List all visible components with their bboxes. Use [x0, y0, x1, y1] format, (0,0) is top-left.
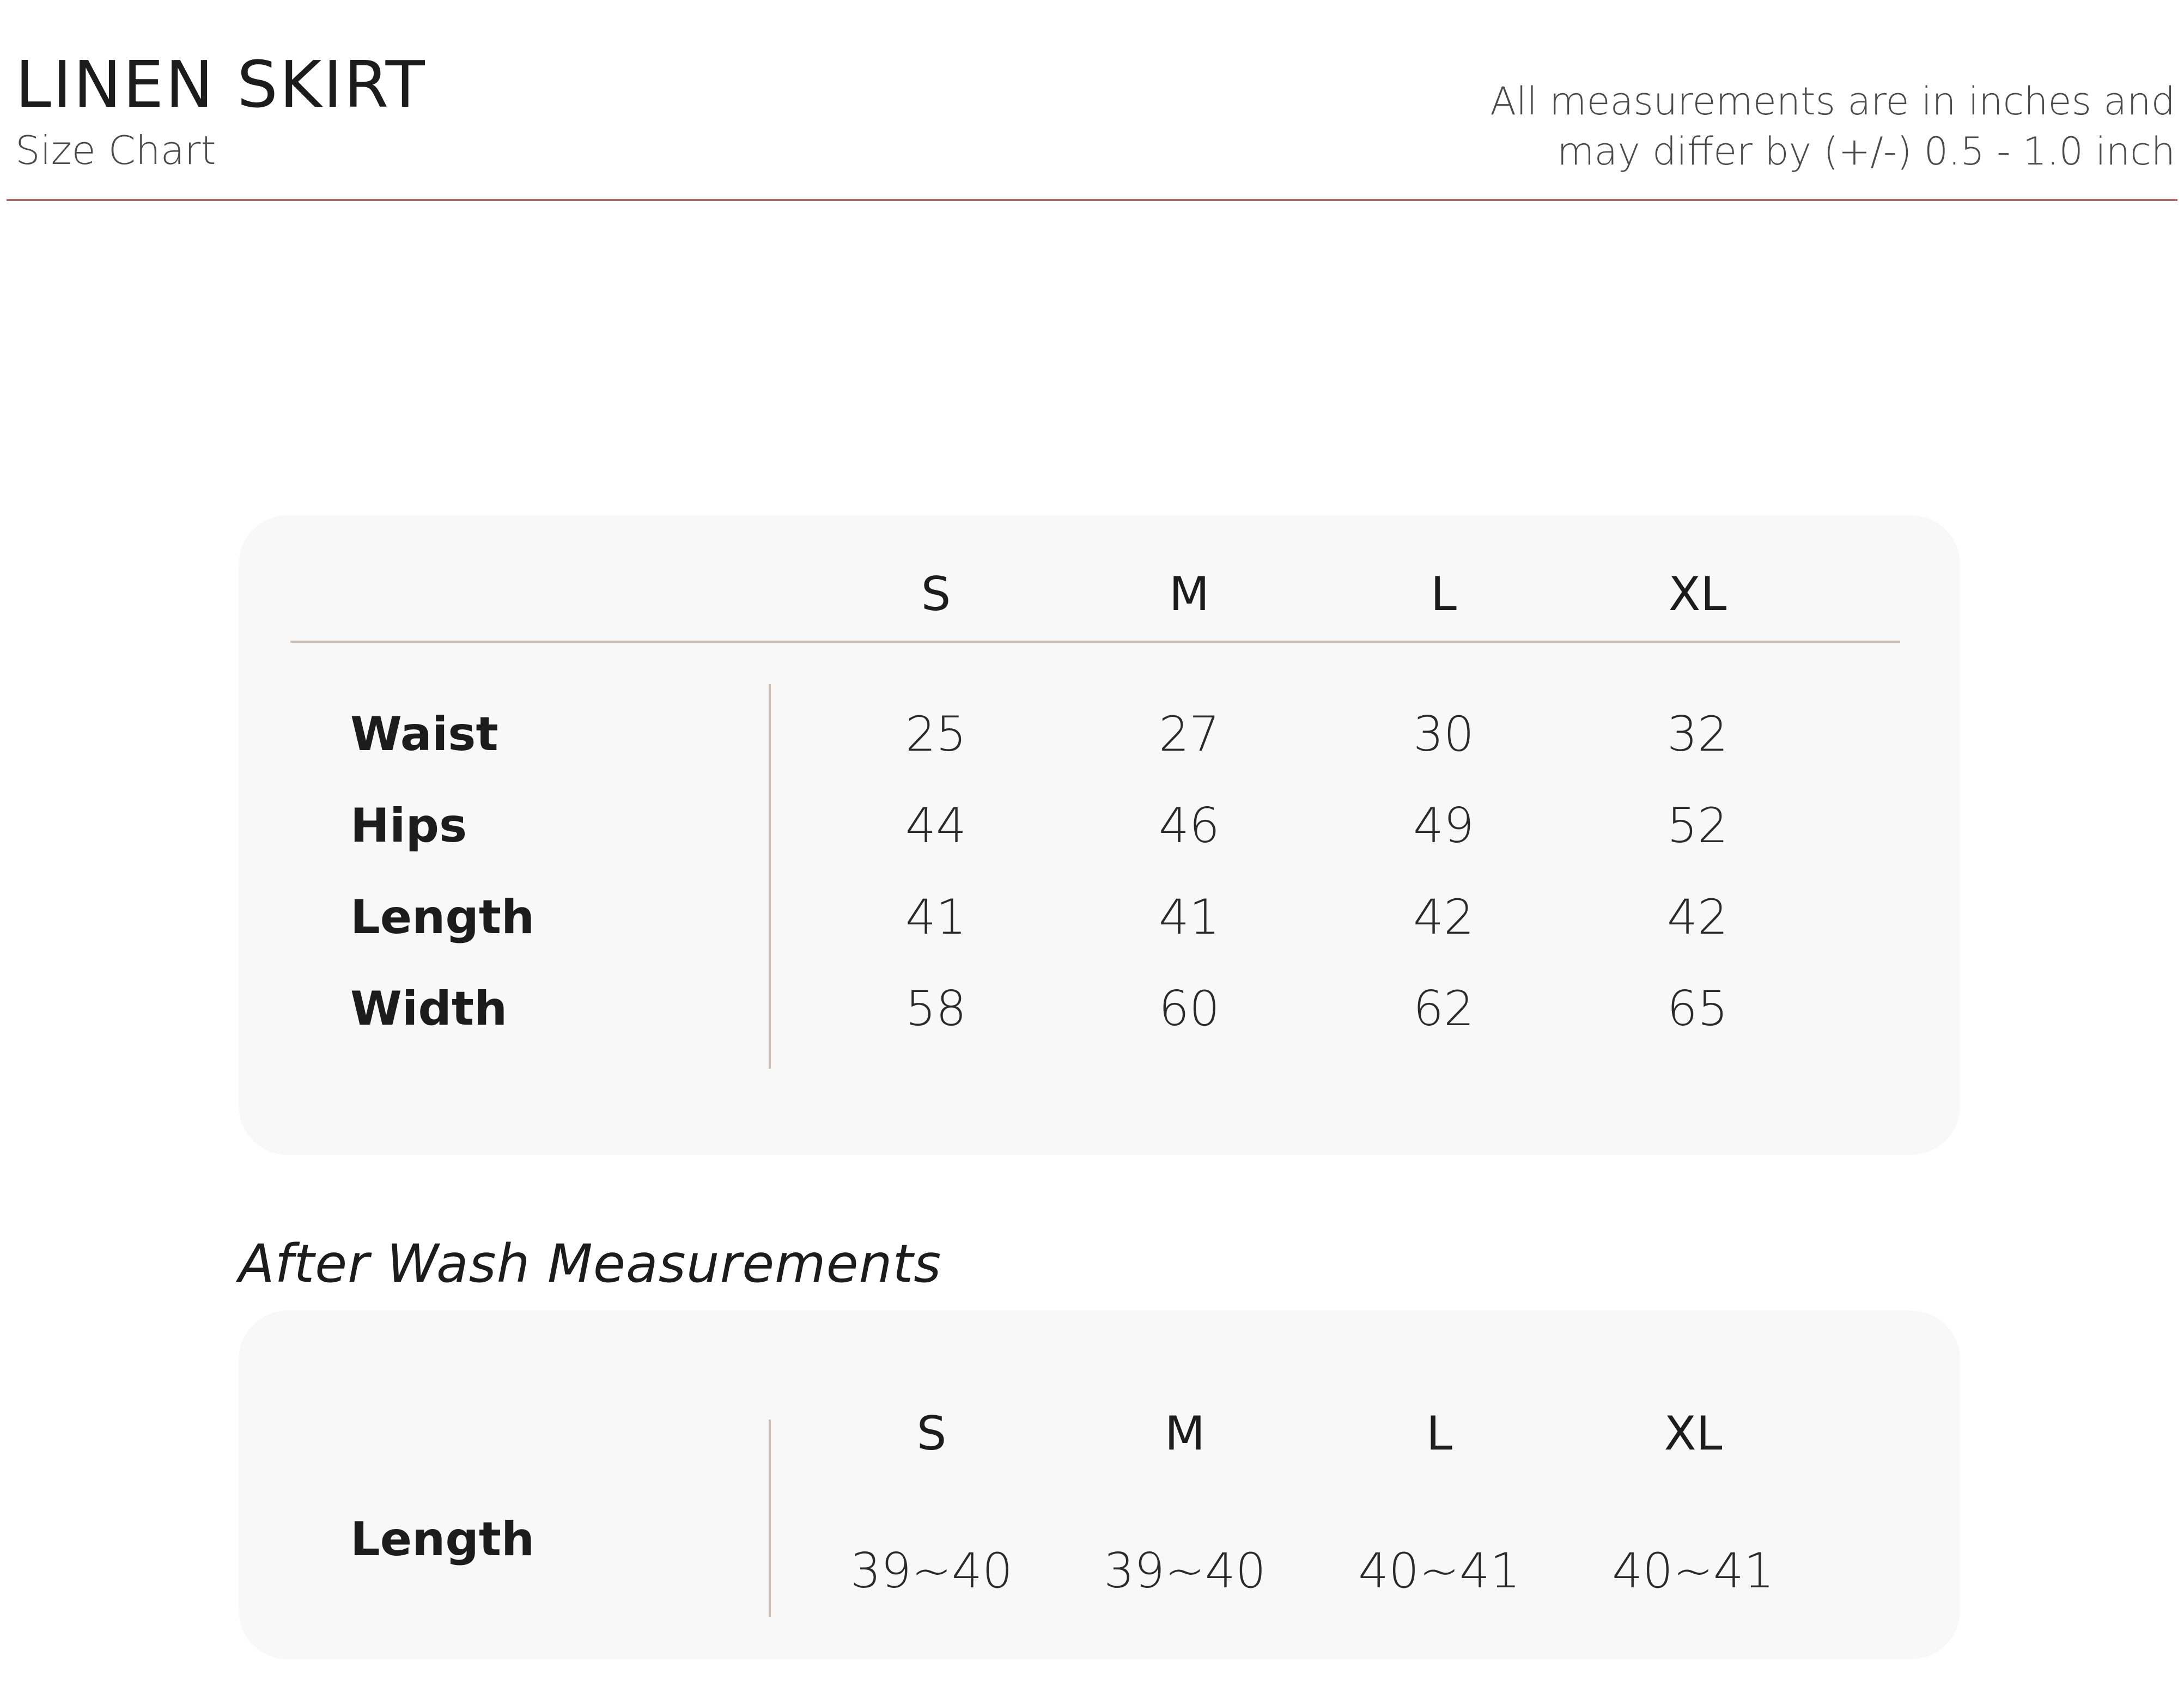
table-cell: 32: [1667, 706, 1728, 762]
wash-row-label-length: Length: [350, 1512, 535, 1567]
wash-size-header-l: L: [1426, 1406, 1452, 1461]
measurement-note: [1358, 76, 2175, 176]
measurement-note-line-1: All measurements are in inches and: [1490, 79, 2175, 124]
row-label-width: Width: [350, 982, 508, 1036]
table-cell: 52: [1667, 797, 1728, 854]
table-cell: 41: [1159, 889, 1220, 945]
header-divider: [7, 199, 2177, 201]
wash-size-header-m: M: [1164, 1406, 1206, 1461]
table-cell: 27: [1159, 706, 1220, 762]
page-subtitle: Size Chart: [15, 127, 216, 173]
table-cell: 39~40: [850, 1543, 1013, 1599]
page-title: LINEN SKIRT: [15, 47, 427, 122]
after-wash-table: [239, 1311, 1960, 1659]
size-header-xl: XL: [1668, 567, 1727, 622]
table-cell: 39~40: [1104, 1543, 1266, 1599]
size-header-m: M: [1169, 567, 1210, 622]
table-cell: 58: [905, 981, 966, 1037]
row-label-hips: Hips: [350, 799, 467, 853]
table-cell: 41: [905, 889, 966, 945]
table-label-divider: [769, 684, 771, 1069]
after-wash-heading: After Wash Measurements: [239, 1233, 942, 1294]
table-cell: 46: [1159, 797, 1220, 854]
table-cell: 62: [1413, 981, 1474, 1037]
table-cell: 42: [1413, 889, 1474, 945]
table-cell: 49: [1413, 797, 1474, 854]
table-cell: 42: [1667, 889, 1728, 945]
size-header-s: S: [921, 567, 951, 622]
table-cell: 60: [1159, 981, 1220, 1037]
table-cell: 30: [1413, 706, 1474, 762]
table-cell: 40~41: [1612, 1543, 1774, 1599]
wash-size-header-xl: XL: [1664, 1406, 1723, 1461]
row-label-waist: Waist: [350, 707, 498, 762]
table-header-divider: [290, 641, 1900, 643]
size-header-l: L: [1431, 567, 1457, 622]
table-cell: 40~41: [1358, 1543, 1520, 1599]
table-cell: 25: [905, 706, 966, 762]
wash-size-header-s: S: [916, 1406, 947, 1461]
measurement-note-line-2: may differ by (+/-) 0.5 - 1.0 inch: [1557, 129, 2175, 174]
table-cell: 44: [905, 797, 966, 854]
size-chart-table: [239, 515, 1960, 1155]
row-label-length: Length: [350, 890, 535, 945]
wash-label-divider: [769, 1420, 771, 1617]
table-cell: 65: [1667, 981, 1728, 1037]
